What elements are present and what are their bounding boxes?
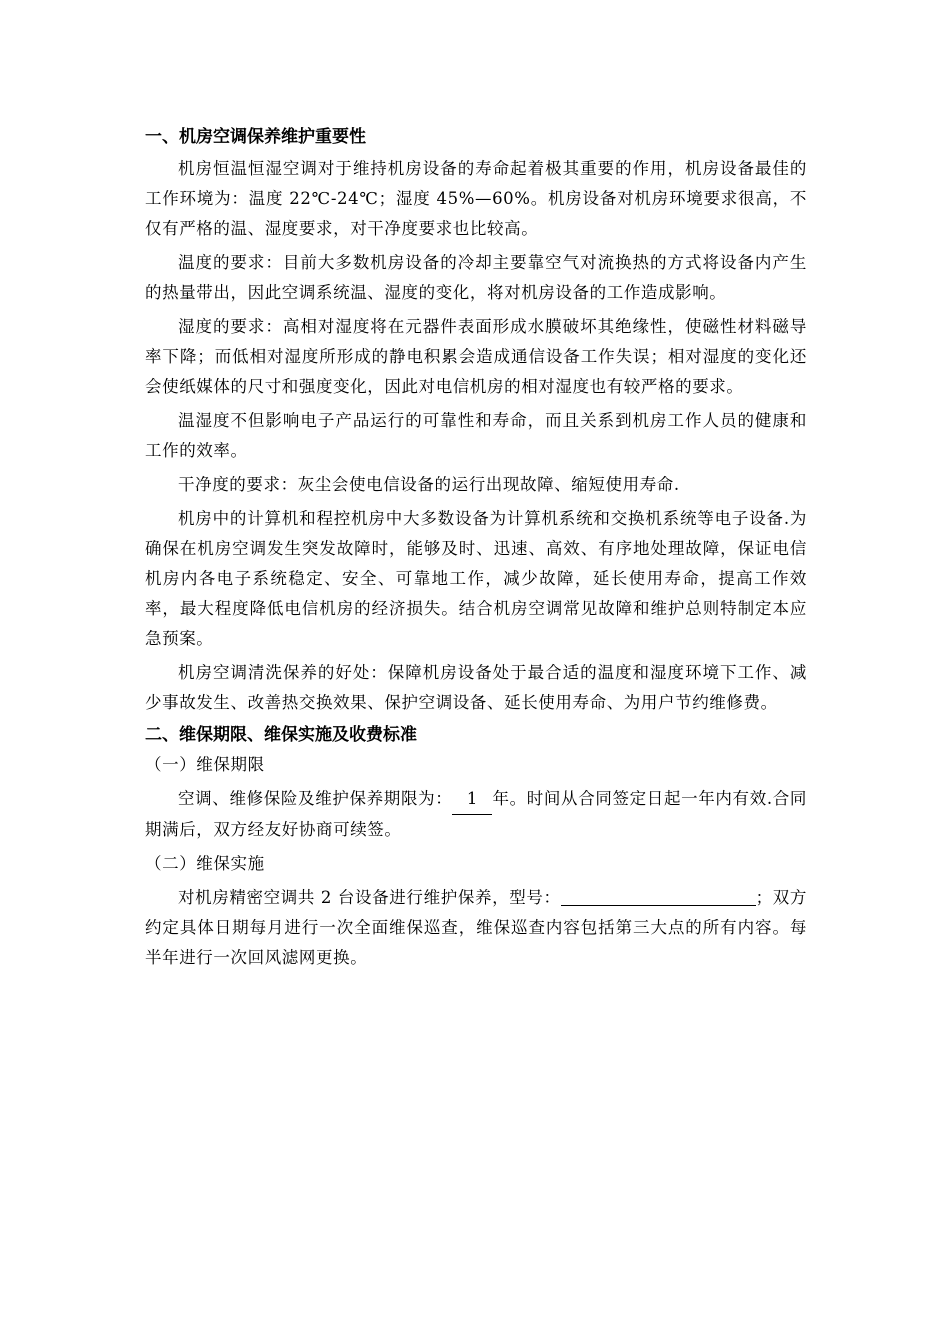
section-2-heading: 二、维保期限、维保实施及收费标准: [145, 725, 417, 745]
subsection-implementation-title: （二）维保实施: [145, 854, 265, 873]
paragraph-cleanliness: 干净度的要求：灰尘会使电信设备的运行出现故障、缩短使用寿命.: [178, 475, 680, 494]
document-body: [145, 126, 807, 973]
implementation-suffix: ；双方约定具体日期每月进行一次全面维保巡查，维保巡查内容包括第三大点的所有内容。每半年进行一次回风滤网更换。: [145, 888, 807, 967]
period-value-text: 1: [466, 789, 478, 808]
paragraph-benefits: 机房空调清洗保养的好处：保障机房设备处于最合适的温度和湿度环境下工作、减少事故发生、改善热交换效果、保护空调设备、延长使用寿命、为用户节约维修费。: [145, 663, 807, 712]
paragraph-implementation: [145, 883, 807, 973]
subsection-period-title: （一）维保期限: [145, 755, 265, 774]
period-suffix: 年。时间从合同签定日起一年内有效.合同期满后，双方经友好协商可续签。: [145, 789, 807, 839]
paragraph-emergency-plan: 机房中的计算机和程控机房中大多数设备为计算机系统和交换机系统等电子设备.为确保在机房空调发生突发故障时，能够及时、迅速、高效、有序地处理故障，保证电信机房内各电子系统稳定、安全、可靠地工作，减少故障，延长使用寿命，提高工作效率，最大程度降低电信机房的经济损失。结合机房空调常见故障和维护总则特制定本应急预案。: [145, 509, 807, 648]
paragraph-environment: 机房恒温恒湿空调对于维持机房设备的寿命起着极其重要的作用，机房设备最佳的工作环境为：温度 22℃-24℃；湿度 45%—60%。机房设备对机房环境要求很高，不仅有严格的温、湿度要求，对干净度要求也比较高。: [145, 159, 807, 238]
implementation-prefix: 对机房精密空调共 2 台设备进行维护保养，型号：: [178, 888, 561, 907]
period-prefix: 空调、维修保险及维护保养期限为：: [178, 789, 453, 808]
paragraph-humidity: 湿度的要求：高相对湿度将在元器件表面形成水膜破坏其绝缘性，使磁性材料磁导率下降；而低相对湿度所形成的静电积累会造成通信设备工作失误；相对湿度的变化还会使纸媒体的尺寸和强度变化，因此对电信机房的相对湿度也有较严格的要求。: [145, 317, 807, 396]
period-value: [452, 784, 492, 815]
paragraph-period: [145, 784, 807, 845]
paragraph-temperature: 温度的要求：目前大多数机房设备的冷却主要靠空气对流换热的方式将设备内产生的热量带出，因此空调系统温、湿度的变化，将对机房设备的工作造成影响。: [145, 253, 807, 302]
paragraph-reliability: 温湿度不但影响电子产品运行的可靠性和寿命，而且关系到机房工作人员的健康和工作的效率。: [145, 411, 807, 460]
model-number-blank: [561, 887, 756, 906]
section-1-heading: 一、机房空调保养维护重要性: [145, 127, 366, 147]
